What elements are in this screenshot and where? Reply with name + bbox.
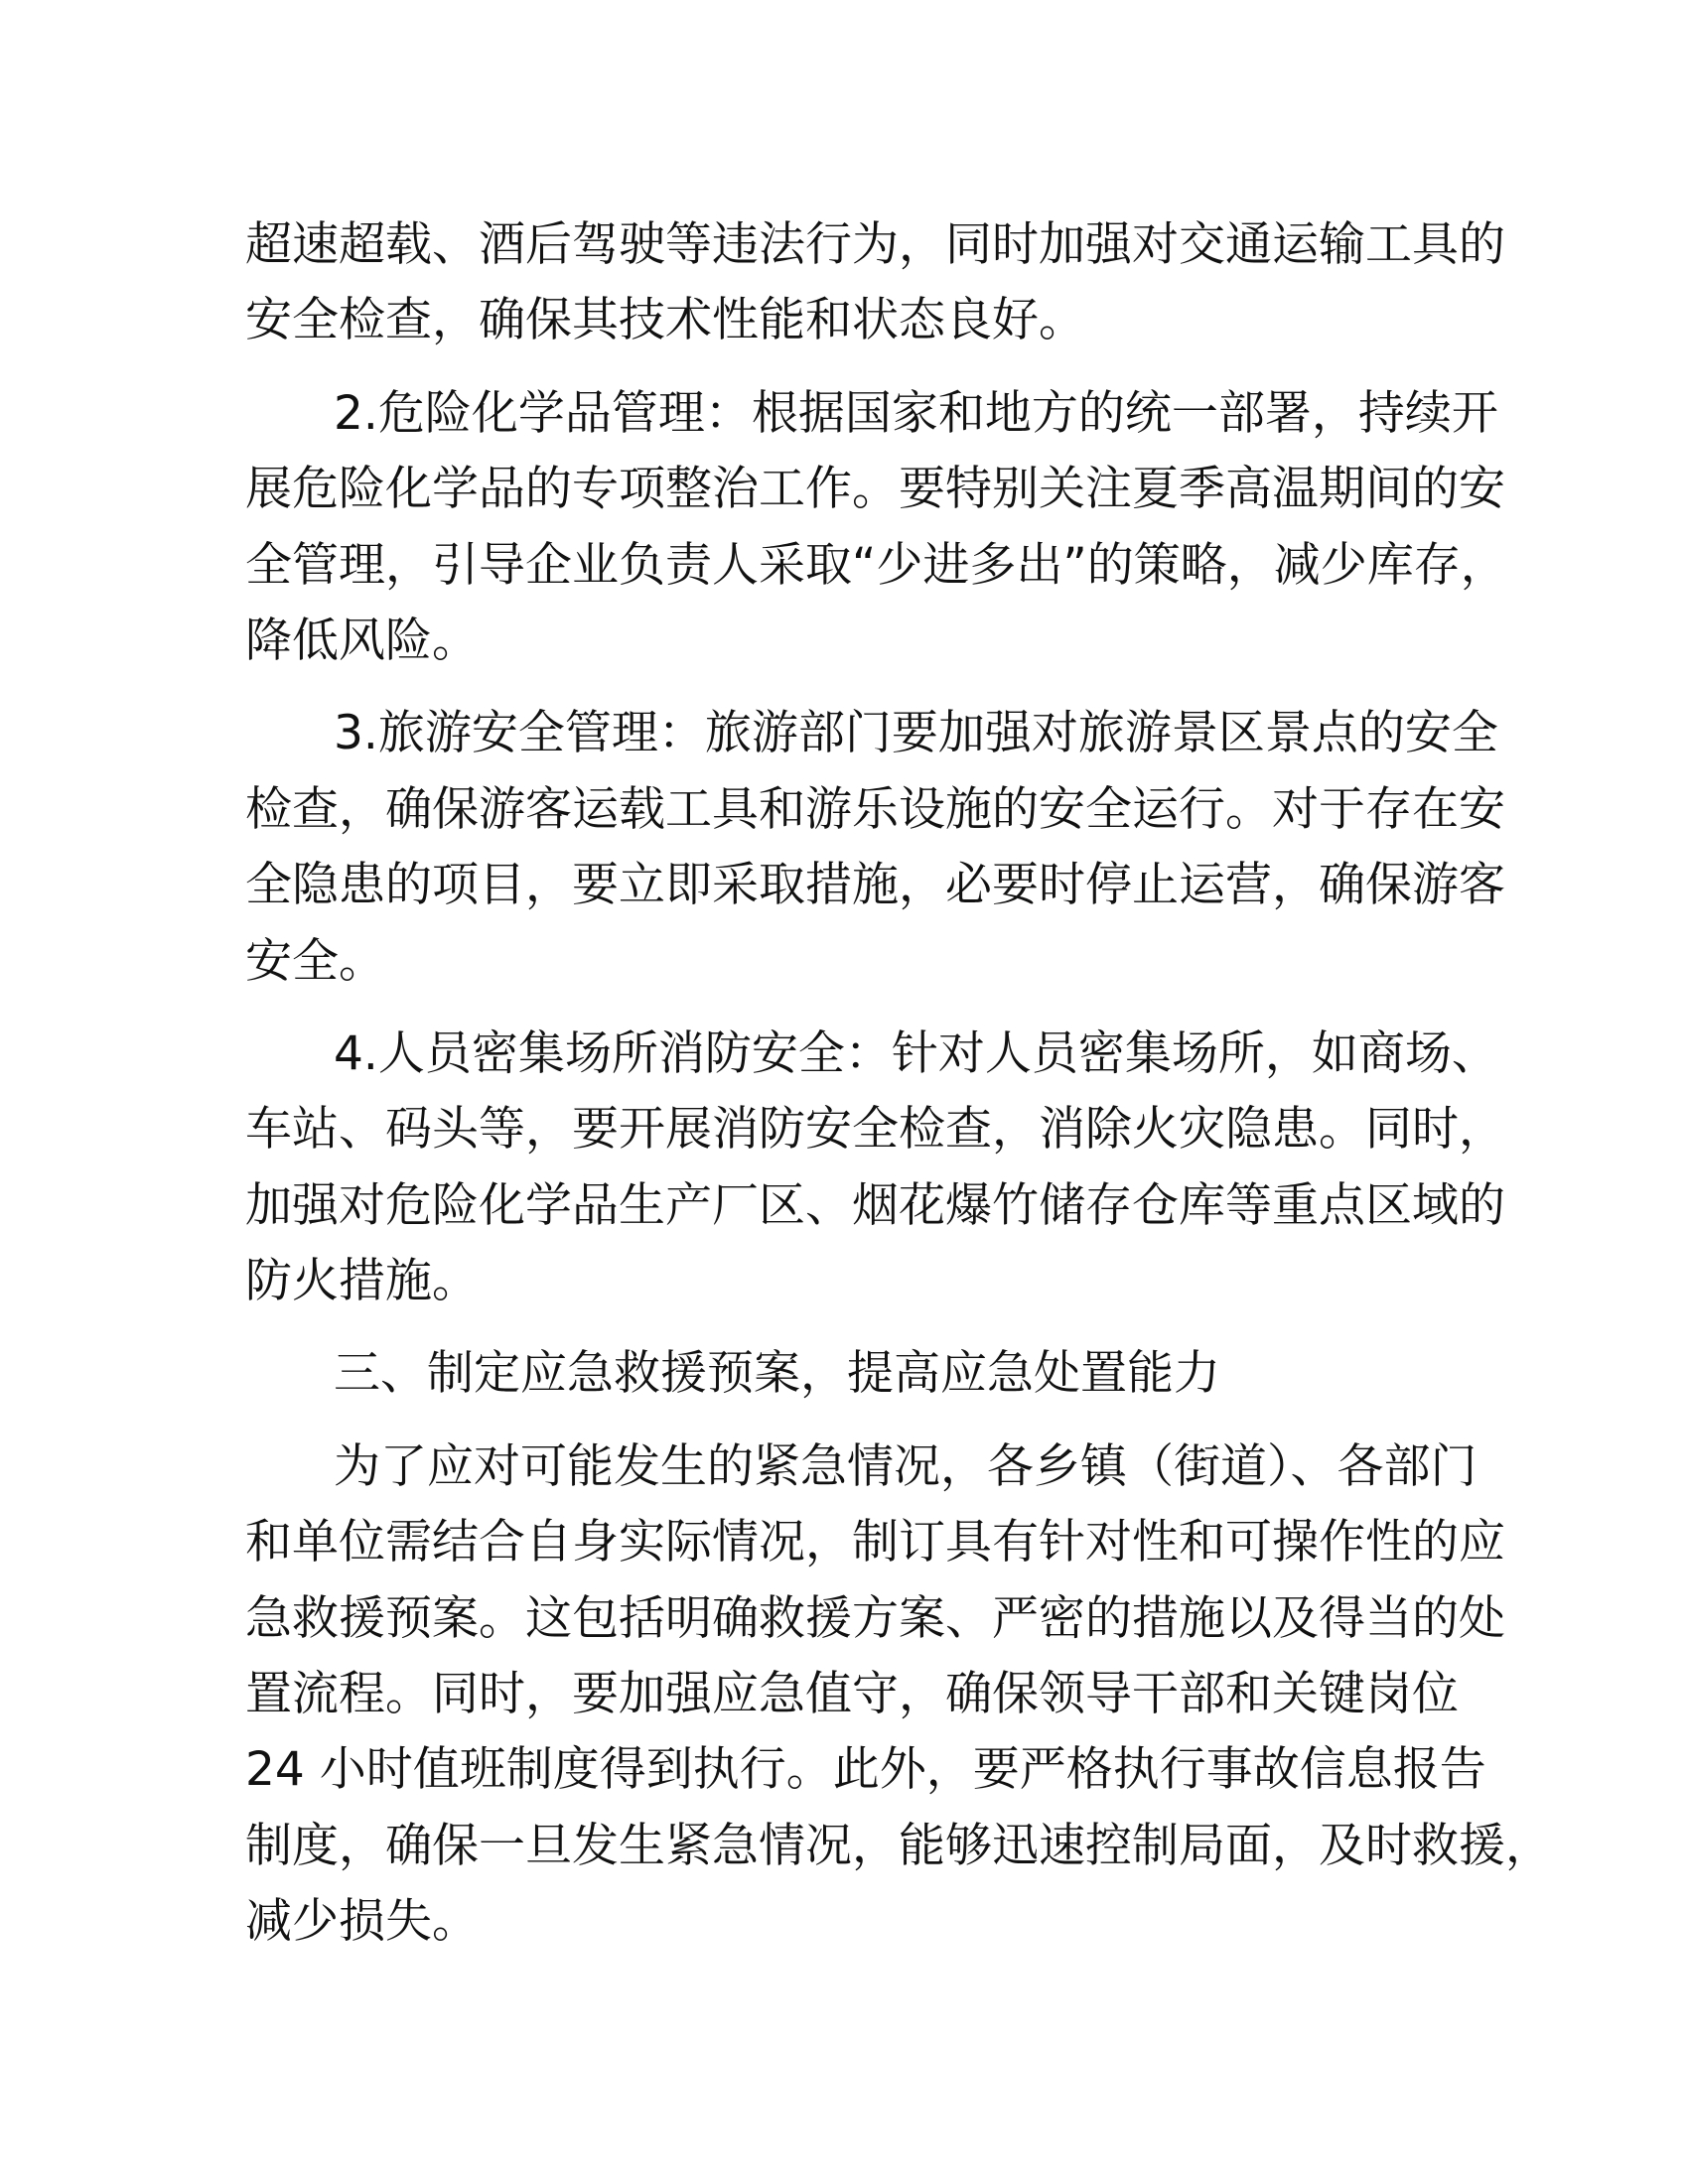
text-line: 全隐患的项目，要立即采取措施，必要时停止运营，确保游客: [245, 858, 1505, 913]
text-line: 降低风险。: [245, 613, 479, 668]
paragraph: [245, 376, 1507, 680]
text-line: 超速超载、酒后驾驶等违法行为，同时加强对交通运输工具的: [245, 217, 1505, 272]
paragraph: [245, 696, 1505, 1000]
text-line: 全管理，引导企业负责人采取“少进多出”的策略，减少库存，: [245, 537, 1507, 593]
text-line: 为了应对可能发生的紧急情况，各乡镇（街道）、各部门: [334, 1438, 1477, 1494]
text-line: 3.旅游安全管理：旅游部门要加强对旅游景区景点的安全: [334, 706, 1498, 761]
text-line: 急救援预案。这包括明确救援方案、严密的措施以及得当的处: [245, 1590, 1505, 1646]
document-page: [245, 207, 1552, 1978]
text-line: 安全。: [245, 933, 385, 989]
paragraph: [245, 207, 1505, 359]
text-line: 24 小时值班制度得到执行。此外，要严格执行事故信息报告: [245, 1742, 1486, 1798]
text-line: 车站、码头等，要开展消防安全检查，消除火灾隐患。同时，: [245, 1102, 1505, 1158]
text-line: 展危险化学品的专项整治工作。要特别关注夏季高温期间的安: [245, 462, 1505, 517]
section-heading: [245, 1336, 1429, 1412]
text-line: 2.危险化学品管理：根据国家和地方的统一部署，持续开: [334, 385, 1498, 441]
paragraph: [245, 1430, 1552, 1961]
text-line: 4.人员密集场所消防安全：针对人员密集场所，如商场、: [334, 1025, 1498, 1081]
paragraph: [245, 1017, 1505, 1320]
text-line: 制度，确保一旦发生紧急情况，能够迅速控制局面，及时救援，: [245, 1818, 1552, 1873]
text-line: 防火措施。: [245, 1254, 479, 1309]
text-line: 检查，确保游客运载工具和游乐设施的安全运行。对于存在安: [245, 781, 1505, 837]
text-line: 三、制定应急救援预案，提高应急处置能力: [334, 1346, 1220, 1402]
text-line: 加强对危险化学品生产厂区、烟花爆竹储存仓库等重点区域的: [245, 1177, 1505, 1233]
text-line: 减少损失。: [245, 1894, 479, 1950]
text-line: 和单位需结合自身实际情况，制订具有针对性和可操作性的应: [245, 1515, 1505, 1570]
text-line: 安全检查，确保其技术性能和状态良好。: [245, 293, 1085, 348]
text-line: 置流程。同时，要加强应急值守，确保领导干部和关键岗位: [245, 1667, 1459, 1722]
